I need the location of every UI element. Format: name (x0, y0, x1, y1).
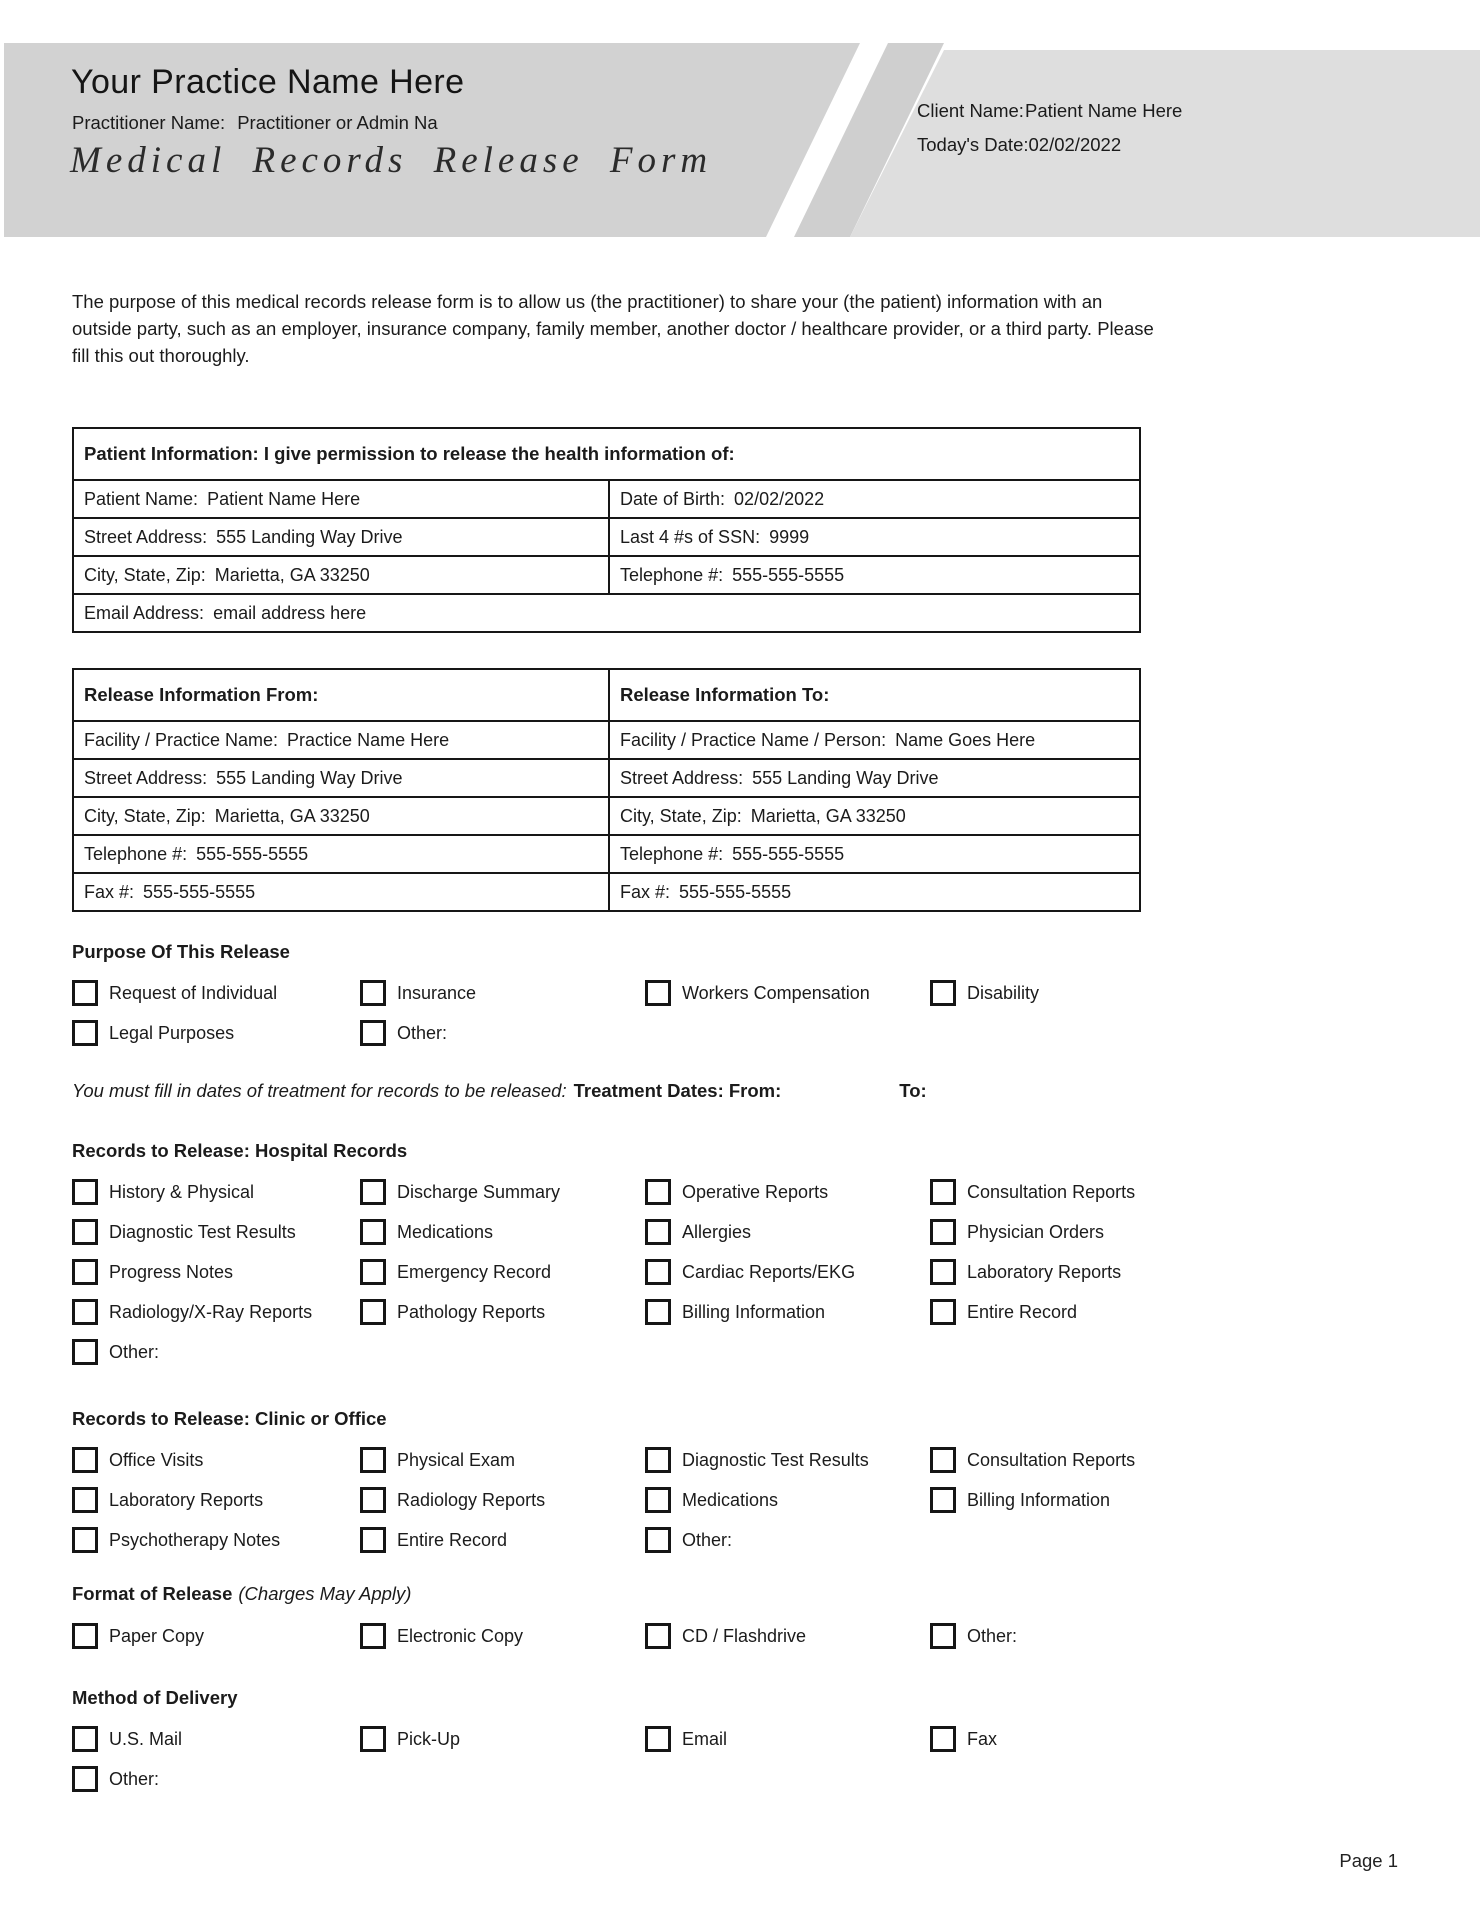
clinic-label-office-visits: Office Visits (109, 1449, 204, 1470)
hospital-label-discharge-summary: Discharge Summary (397, 1181, 561, 1202)
facility-practice-name-label: Facility / Practice Name: (84, 729, 279, 750)
email-address-value: email address here (213, 602, 367, 623)
delivery-label-fax: Fax (967, 1728, 998, 1749)
street-address-label: Street Address: (620, 767, 744, 788)
purpose-label-disability: Disability (967, 982, 1040, 1003)
delivery-option-pick-up (360, 1726, 645, 1752)
clinic-option-office-visits (72, 1447, 360, 1473)
facility-practice-name-person-label: Facility / Practice Name / Person: (620, 729, 887, 750)
clinic-checkbox-other[interactable] (645, 1527, 671, 1553)
clinic-checkbox-radiology-reports[interactable] (360, 1487, 386, 1513)
date-of-birth-label: Date of Birth: (620, 488, 726, 509)
hospital-option-emergency-record (360, 1259, 645, 1285)
telephone-cell (609, 835, 1140, 873)
format-title-text: Format of Release (72, 1583, 233, 1604)
street-address-cell (609, 759, 1140, 797)
delivery-checkbox-pick-up[interactable] (360, 1726, 386, 1752)
hospital-checkbox-other[interactable] (72, 1339, 98, 1365)
email-address-label: Email Address: (84, 602, 205, 623)
clinic-label-other: Other: (682, 1529, 733, 1550)
telephone-value: 555-555-5555 (732, 564, 845, 585)
purpose-option-insurance (360, 980, 645, 1006)
street-address-value: 555 Landing Way Drive (216, 526, 403, 547)
clinic-label-diagnostic-test-results: Diagnostic Test Results (682, 1449, 869, 1470)
hospital-checkbox-allergies[interactable] (645, 1219, 671, 1245)
purpose-checkbox-other[interactable] (360, 1020, 386, 1046)
clinic-checkbox-entire-record[interactable] (360, 1527, 386, 1553)
hospital-label-laboratory-reports: Laboratory Reports (967, 1261, 1122, 1282)
facility-practice-name-person-value: Name Goes Here (895, 729, 1036, 750)
delivery-title: Method of Delivery (72, 1687, 238, 1708)
delivery-label-pick-up: Pick-Up (397, 1728, 461, 1749)
city-state-zip-cell (73, 556, 609, 594)
treatment-dates-to-label: To: (899, 1080, 927, 1101)
client-name-value: Patient Name Here (1025, 100, 1183, 121)
city-state-zip-cell (609, 797, 1140, 835)
street-address-cell (73, 759, 609, 797)
format-checkbox-grid (72, 1616, 1147, 1656)
hospital-option-consultation-reports (930, 1179, 1147, 1205)
hospital-label-operative-reports: Operative Reports (682, 1181, 829, 1202)
patient-name-value: Patient Name Here (207, 488, 361, 509)
delivery-label-other: Other: (109, 1768, 160, 1789)
patient-name-label: Patient Name: (84, 488, 199, 509)
clinic-label-radiology-reports: Radiology Reports (397, 1489, 546, 1510)
hospital-label-pathology-reports: Pathology Reports (397, 1301, 546, 1322)
hospital-option-medications (360, 1219, 645, 1245)
hospital-label-entire-record: Entire Record (967, 1301, 1078, 1322)
hospital-checkbox-diagnostic-test-results[interactable] (72, 1219, 98, 1245)
format-checkbox-other[interactable] (930, 1623, 956, 1649)
hospital-option-other (72, 1339, 360, 1365)
purpose-title: Purpose Of This Release (72, 941, 290, 962)
hospital-checkbox-cardiac-reports-ekg[interactable] (645, 1259, 671, 1285)
hospital-checkbox-operative-reports[interactable] (645, 1179, 671, 1205)
format-checkbox-electronic-copy[interactable] (360, 1623, 386, 1649)
treatment-dates-from-label: Treatment Dates: From: (573, 1080, 782, 1101)
fax-label: Fax #: (84, 881, 135, 902)
hospital-option-laboratory-reports (930, 1259, 1147, 1285)
facility-practice-name-person-cell (609, 721, 1140, 759)
city-state-zip-value: Marietta, GA 33250 (750, 805, 906, 826)
telephone-value: 555-555-5555 (732, 843, 845, 864)
format-option-other (930, 1623, 1147, 1649)
release-information-to-header: Release Information To: (609, 669, 1140, 721)
clinic-option-physical-exam (360, 1447, 645, 1473)
hospital-option-diagnostic-test-results (72, 1219, 360, 1245)
street-address-label: Street Address: (84, 526, 208, 547)
city-state-zip-value: Marietta, GA 33250 (214, 805, 370, 826)
telephone-cell (73, 835, 609, 873)
practice-name: Your Practice Name Here (71, 63, 465, 101)
todays-date-label: Today's Date: (917, 134, 1029, 155)
intro-paragraph: The purpose of this medical records release form is to allow us (the practitioner) to share your (the patient) information with an outside party, such as an employer, insurance company, family member, another doctor / healthcare provider, or a third party. Please fill this out thoroughly. (72, 291, 1154, 366)
format-of-release-title (72, 1583, 411, 1605)
format-option-electronic-copy (360, 1623, 645, 1649)
fax-label: Fax #: (620, 881, 671, 902)
purpose-checkbox-workers-compensation[interactable] (645, 980, 671, 1006)
purpose-checkbox-request-of-individual[interactable] (72, 980, 98, 1006)
clinic-option-radiology-reports (360, 1487, 645, 1513)
hospital-checkbox-entire-record[interactable] (930, 1299, 956, 1325)
street-address-value: 555 Landing Way Drive (752, 767, 939, 788)
hospital-label-emergency-record: Emergency Record (397, 1261, 552, 1282)
delivery-option-other (72, 1766, 360, 1792)
facility-practice-name-cell (73, 721, 609, 759)
delivery-checkbox-grid (72, 1719, 1147, 1799)
clinic-checkbox-physical-exam[interactable] (360, 1447, 386, 1473)
purpose-checkbox-insurance[interactable] (360, 980, 386, 1006)
last-4-s-of-ssn-label: Last 4 #s of SSN: (620, 526, 761, 547)
clinic-option-entire-record (360, 1527, 645, 1553)
city-state-zip-value: Marietta, GA 33250 (214, 564, 370, 585)
form-header (0, 43, 1484, 237)
delivery-label-email: Email (682, 1728, 728, 1749)
city-state-zip-label: City, State, Zip: (84, 564, 206, 585)
hospital-checkbox-emergency-record[interactable] (360, 1259, 386, 1285)
hospital-label-diagnostic-test-results: Diagnostic Test Results (109, 1221, 296, 1242)
todays-date-value: 02/02/2022 (1028, 134, 1122, 155)
purpose-option-workers-compensation (645, 980, 930, 1006)
hospital-label-cardiac-reports-ekg: Cardiac Reports/EKG (682, 1261, 856, 1282)
hospital-records-checkbox-grid (72, 1172, 1147, 1372)
email-address-cell (73, 594, 1140, 632)
purpose-option-other (360, 1020, 645, 1046)
delivery-checkbox-other[interactable] (72, 1766, 98, 1792)
hospital-option-pathology-reports (360, 1299, 645, 1325)
clinic-label-billing-information: Billing Information (967, 1489, 1111, 1510)
last-4-s-of-ssn-value: 9999 (769, 526, 810, 547)
hospital-checkbox-progress-notes[interactable] (72, 1259, 98, 1285)
hospital-records-title: Records to Release: Hospital Records (72, 1140, 408, 1161)
hospital-label-progress-notes: Progress Notes (109, 1261, 234, 1282)
hospital-label-radiology-x-ray-reports: Radiology/X-Ray Reports (109, 1301, 313, 1322)
hospital-checkbox-laboratory-reports[interactable] (930, 1259, 956, 1285)
purpose-label-workers-compensation: Workers Compensation (682, 982, 870, 1003)
last-4-s-of-ssn-cell (609, 518, 1140, 556)
page-number: Page 1 (1339, 1850, 1398, 1871)
form-title: Medical Records Release Form (70, 140, 713, 181)
purpose-label-insurance: Insurance (397, 982, 477, 1003)
clinic-option-consultation-reports (930, 1447, 1147, 1473)
delivery-option-email (645, 1726, 930, 1752)
header-client-block (917, 100, 1182, 168)
hospital-checkbox-pathology-reports[interactable] (360, 1299, 386, 1325)
purpose-label-request-of-individual: Request of Individual (109, 982, 278, 1003)
patient-name-cell (73, 480, 609, 518)
clinic-label-consultation-reports: Consultation Reports (967, 1449, 1136, 1470)
clinic-option-other (645, 1527, 930, 1553)
purpose-label-legal-purposes: Legal Purposes (109, 1022, 235, 1043)
fax-cell (609, 873, 1140, 911)
clinic-checkbox-office-visits[interactable] (72, 1447, 98, 1473)
purpose-option-request-of-individual (72, 980, 360, 1006)
delivery-checkbox-u-s-mail[interactable] (72, 1726, 98, 1752)
hospital-option-operative-reports (645, 1179, 930, 1205)
format-option-paper-copy (72, 1623, 360, 1649)
release-info-table (72, 668, 1141, 912)
street-address-value: 555 Landing Way Drive (216, 767, 403, 788)
clinic-option-billing-information (930, 1487, 1147, 1513)
hospital-option-progress-notes (72, 1259, 360, 1285)
clinic-label-physical-exam: Physical Exam (397, 1449, 516, 1470)
clinic-option-laboratory-reports (72, 1487, 360, 1513)
hospital-checkbox-radiology-x-ray-reports[interactable] (72, 1299, 98, 1325)
delivery-checkbox-email[interactable] (645, 1726, 671, 1752)
hospital-label-consultation-reports: Consultation Reports (967, 1181, 1136, 1202)
fax-value: 555-555-5555 (679, 881, 792, 902)
todays-date-row (917, 134, 1182, 156)
hospital-label-physician-orders: Physician Orders (967, 1221, 1105, 1242)
hospital-checkbox-medications[interactable] (360, 1219, 386, 1245)
telephone-label: Telephone #: (84, 843, 188, 864)
practitioner-name-label: Practitioner Name: (72, 112, 226, 133)
purpose-checkbox-grid (72, 973, 1147, 1053)
hospital-checkbox-consultation-reports[interactable] (930, 1179, 956, 1205)
treatment-dates-line (72, 1080, 927, 1102)
hospital-label-other: Other: (109, 1341, 160, 1362)
fax-cell (73, 873, 609, 911)
telephone-cell (609, 556, 1140, 594)
clinic-checkbox-laboratory-reports[interactable] (72, 1487, 98, 1513)
hospital-checkbox-billing-information[interactable] (645, 1299, 671, 1325)
hospital-label-history-physical: History & Physical (109, 1181, 255, 1202)
telephone-value: 555-555-5555 (196, 843, 309, 864)
treatment-note: You must fill in dates of treatment for records to be released: (72, 1080, 567, 1101)
hospital-option-entire-record (930, 1299, 1147, 1325)
release-information-from-header: Release Information From: (73, 669, 609, 721)
delivery-label-u-s-mail: U.S. Mail (109, 1728, 183, 1749)
clinic-option-diagnostic-test-results (645, 1447, 930, 1473)
hospital-option-billing-information (645, 1299, 930, 1325)
clinic-checkbox-psychotherapy-notes[interactable] (72, 1527, 98, 1553)
clinic-checkbox-consultation-reports[interactable] (930, 1447, 956, 1473)
hospital-checkbox-discharge-summary[interactable] (360, 1179, 386, 1205)
purpose-label-other: Other: (397, 1022, 448, 1043)
hospital-option-discharge-summary (360, 1179, 645, 1205)
hospital-option-radiology-x-ray-reports (72, 1299, 360, 1325)
purpose-checkbox-legal-purposes[interactable] (72, 1020, 98, 1046)
city-state-zip-label: City, State, Zip: (84, 805, 206, 826)
clinic-label-psychotherapy-notes: Psychotherapy Notes (109, 1529, 281, 1550)
fax-value: 555-555-5555 (143, 881, 256, 902)
delivery-checkbox-fax[interactable] (930, 1726, 956, 1752)
street-address-cell (73, 518, 609, 556)
clinic-label-medications: Medications (682, 1489, 779, 1510)
format-label-cd-flashdrive: CD / Flashdrive (682, 1625, 807, 1646)
client-name-label: Client Name: (917, 100, 1024, 121)
city-state-zip-label: City, State, Zip: (620, 805, 742, 826)
hospital-checkbox-history-physical[interactable] (72, 1179, 98, 1205)
format-label-electronic-copy: Electronic Copy (397, 1625, 524, 1646)
client-name-row (917, 100, 1182, 122)
date-of-birth-value: 02/02/2022 (734, 488, 825, 509)
format-option-cd-flashdrive (645, 1623, 930, 1649)
clinic-option-psychotherapy-notes (72, 1527, 360, 1553)
delivery-option-fax (930, 1726, 1147, 1752)
hospital-option-cardiac-reports-ekg (645, 1259, 930, 1285)
purpose-option-legal-purposes (72, 1020, 360, 1046)
hospital-option-history-physical (72, 1179, 360, 1205)
hospital-label-billing-information: Billing Information (682, 1301, 826, 1322)
format-checkbox-cd-flashdrive[interactable] (645, 1623, 671, 1649)
street-address-label: Street Address: (84, 767, 208, 788)
clinic-label-laboratory-reports: Laboratory Reports (109, 1489, 264, 1510)
hospital-label-medications: Medications (397, 1221, 494, 1242)
format-title-note: (Charges May Apply) (238, 1583, 412, 1604)
clinic-records-checkbox-grid (72, 1440, 1147, 1560)
date-of-birth-cell (609, 480, 1140, 518)
purpose-checkbox-disability[interactable] (930, 980, 956, 1006)
delivery-option-u-s-mail (72, 1726, 360, 1752)
facility-practice-name-value: Practice Name Here (287, 729, 450, 750)
hospital-option-physician-orders (930, 1219, 1147, 1245)
patient-info-table (72, 427, 1141, 633)
format-label-paper-copy: Paper Copy (109, 1625, 205, 1646)
format-checkbox-paper-copy[interactable] (72, 1623, 98, 1649)
purpose-option-disability (930, 980, 1147, 1006)
clinic-checkbox-diagnostic-test-results[interactable] (645, 1447, 671, 1473)
hospital-label-allergies: Allergies (682, 1221, 752, 1242)
hospital-checkbox-physician-orders[interactable] (930, 1219, 956, 1245)
clinic-option-medications (645, 1487, 930, 1513)
city-state-zip-cell (73, 797, 609, 835)
telephone-label: Telephone #: (620, 564, 724, 585)
clinic-checkbox-billing-information[interactable] (930, 1487, 956, 1513)
format-label-other: Other: (967, 1625, 1018, 1646)
practitioner-name-value: Practitioner or Admin Na (237, 112, 438, 133)
clinic-label-entire-record: Entire Record (397, 1529, 508, 1550)
table-title: Patient Information: I give permission to release the health information of: (73, 428, 1140, 480)
hospital-option-allergies (645, 1219, 930, 1245)
telephone-label: Telephone #: (620, 843, 724, 864)
clinic-checkbox-medications[interactable] (645, 1487, 671, 1513)
clinic-records-title: Records to Release: Clinic or Office (72, 1408, 387, 1429)
practitioner-line (72, 112, 438, 134)
